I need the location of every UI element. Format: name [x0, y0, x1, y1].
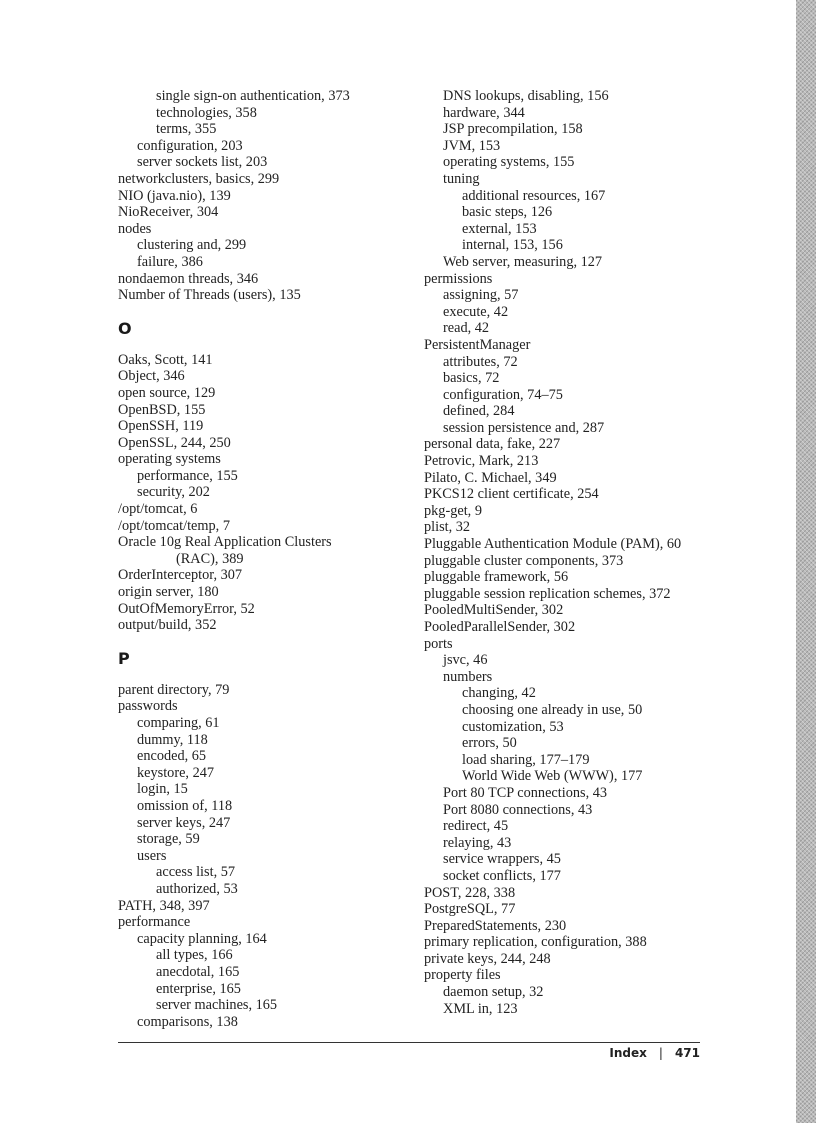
index-entry: Web server, measuring, 127 [443, 253, 603, 270]
index-entry: daemon setup, 32 [443, 984, 544, 1001]
index-entry: comparisons, 138 [137, 1013, 238, 1030]
index-entry: output/build, 352 [118, 617, 217, 634]
index-entry: origin server, 180 [118, 584, 219, 601]
index-entry: encoded, 65 [137, 748, 207, 765]
index-entry: NIO (java.nio), 139 [118, 187, 231, 204]
index-entry: nondaemon threads, 346 [118, 270, 259, 287]
footer-separator: | [658, 1046, 663, 1060]
index-entry: PreparedStatements, 230 [424, 917, 567, 934]
index-entry: single sign-on authentication, 373 [156, 88, 350, 104]
index-entry: OpenBSD, 155 [118, 401, 206, 418]
index-entry: login, 15 [137, 781, 188, 798]
index-entry: primary replication, configuration, 388 [424, 934, 647, 951]
index-entry: socket conflicts, 177 [443, 867, 561, 884]
page-edge-stripe [796, 0, 816, 1123]
index-entry: all types, 166 [156, 947, 233, 964]
index-entry: basic steps, 126 [462, 204, 553, 221]
index-column-left [118, 88, 418, 1030]
index-entry: configuration, 74–75 [443, 386, 563, 403]
index-entry: authorized, 53 [156, 880, 238, 897]
index-entry: PooledMultiSender, 302 [424, 602, 564, 619]
index-entry: configuration, 203 [137, 137, 243, 154]
index-entry: anecdotal, 165 [156, 963, 240, 980]
index-entry: server keys, 247 [137, 814, 231, 831]
index-entry: defined, 284 [443, 403, 515, 420]
index-entry: execute, 42 [443, 303, 509, 320]
index-entry: Petrovic, Mark, 213 [424, 453, 539, 470]
index-entry: Number of Threads (users), 135 [118, 287, 301, 304]
index-entry: permissions [424, 270, 493, 287]
index-entry: Pluggable Authentication Module (PAM), 60 [424, 536, 682, 553]
index-entry: customization, 53 [462, 718, 564, 735]
index-entry: tuning [443, 170, 480, 187]
index-entry: additional resources, 167 [462, 187, 606, 204]
index-entry: Port 80 TCP connections, 43 [443, 784, 608, 801]
index-entry: technologies, 358 [156, 104, 257, 121]
index-entry: server sockets list, 203 [137, 154, 268, 171]
index-entry: operating systems [118, 451, 221, 468]
index-entry: performance, 155 [137, 467, 238, 484]
index-entry: assigning, 57 [443, 287, 519, 304]
index-entry: personal data, fake, 227 [424, 436, 561, 453]
index-entry: users [137, 847, 167, 864]
index-entry: relaying, 43 [443, 834, 512, 851]
index-entry: NioReceiver, 304 [118, 204, 219, 221]
index-entry: clustering and, 299 [137, 237, 247, 254]
index-entry: performance [118, 914, 191, 931]
index-entry: pluggable cluster components, 373 [424, 552, 624, 569]
index-entry: Oaks, Scott, 141 [118, 351, 213, 368]
index-entry: Pilato, C. Michael, 349 [424, 469, 557, 486]
section-heading: O [118, 318, 132, 338]
index-entry: PersistentManager [424, 336, 531, 353]
index-entry: passwords [118, 698, 178, 715]
index-entry: PKCS12 client certificate, 254 [424, 486, 599, 503]
index-entry: failure, 386 [137, 253, 203, 270]
index-entry: Oracle 10g Real Application Clusters [118, 534, 332, 551]
index-entry: capacity planning, 164 [137, 930, 267, 947]
index-entry: access list, 57 [156, 864, 236, 881]
index-entry: parent directory, 79 [118, 681, 230, 698]
index-entry: session persistence and, 287 [443, 419, 605, 436]
index-entry: security, 202 [137, 484, 210, 501]
index-entry: OutOfMemoryError, 52 [118, 600, 255, 617]
footer-rule [118, 1042, 700, 1043]
section-heading: P [118, 648, 130, 668]
index-entry: /opt/tomcat/temp, 7 [118, 517, 230, 534]
index-entry: Port 8080 connections, 43 [443, 801, 593, 818]
index-entry: comparing, 61 [137, 715, 220, 731]
index-entry: JVM, 153 [443, 137, 501, 154]
index-entry: XML in, 123 [443, 1000, 518, 1017]
index-entry: load sharing, 177–179 [462, 751, 590, 768]
index-entry: /opt/tomcat, 6 [118, 501, 198, 518]
index-entry: World Wide Web (WWW), 177 [462, 768, 643, 785]
index-entry: numbers [443, 668, 493, 685]
index-entry: hardware, 344 [443, 104, 525, 121]
index-entry: omission of, 118 [137, 797, 233, 814]
index-entry: jsvc, 46 [443, 652, 488, 669]
index-entry: PATH, 348, 397 [118, 897, 210, 914]
index-entry: DNS lookups, disabling, 156 [443, 88, 609, 104]
index-entry: Object, 346 [118, 368, 185, 385]
index-entry: PooledParallelSender, 302 [424, 619, 576, 635]
index-entry: JSP precompilation, 158 [443, 121, 583, 138]
index-entry: read, 42 [443, 320, 490, 337]
index-entry: private keys, 244, 248 [424, 950, 551, 967]
index-entry: PostgreSQL, 77 [424, 901, 516, 918]
index-entry: redirect, 45 [443, 818, 509, 835]
index-entry: enterprise, 165 [156, 980, 241, 997]
index-entry: dummy, 118 [137, 731, 208, 748]
index-entry: OpenSSH, 119 [118, 418, 204, 435]
index-entry: OpenSSL, 244, 250 [118, 434, 231, 451]
page-footer [609, 1046, 700, 1060]
index-entry: (RAC), 389 [176, 550, 244, 567]
index-entry: OrderInterceptor, 307 [118, 567, 243, 584]
page-number: 471 [674, 1046, 700, 1060]
index-entry: POST, 228, 338 [424, 884, 516, 901]
index-entry: operating systems, 155 [443, 154, 575, 171]
index-entry: plist, 32 [424, 519, 471, 536]
index-entry: changing, 42 [462, 685, 536, 702]
index-entry: pluggable framework, 56 [424, 569, 569, 586]
index-entry: terms, 355 [156, 121, 217, 138]
index-entry: external, 153 [462, 220, 537, 237]
index-entry: keystore, 247 [137, 764, 215, 781]
index-entry: open source, 129 [118, 384, 216, 401]
index-entry: networkclusters, basics, 299 [118, 170, 280, 187]
index-entry: ports [424, 635, 453, 652]
index-entry: storage, 59 [137, 831, 200, 848]
index-entry: basics, 72 [443, 370, 500, 387]
index-entry: choosing one already in use, 50 [462, 701, 643, 718]
index-entry: internal, 153, 156 [462, 237, 563, 254]
index-entry: pluggable session replication schemes, 372 [424, 585, 671, 602]
index-entry: attributes, 72 [443, 353, 518, 370]
index-entry: service wrappers, 45 [443, 851, 561, 868]
index-entry: errors, 50 [462, 735, 517, 752]
footer-label: Index [609, 1046, 647, 1060]
index-entry: nodes [118, 220, 152, 237]
index-entry: pkg-get, 9 [424, 502, 482, 519]
index-entry: server machines, 165 [156, 997, 278, 1014]
index-entry: property files [424, 967, 501, 984]
index-column-right [424, 88, 784, 1017]
